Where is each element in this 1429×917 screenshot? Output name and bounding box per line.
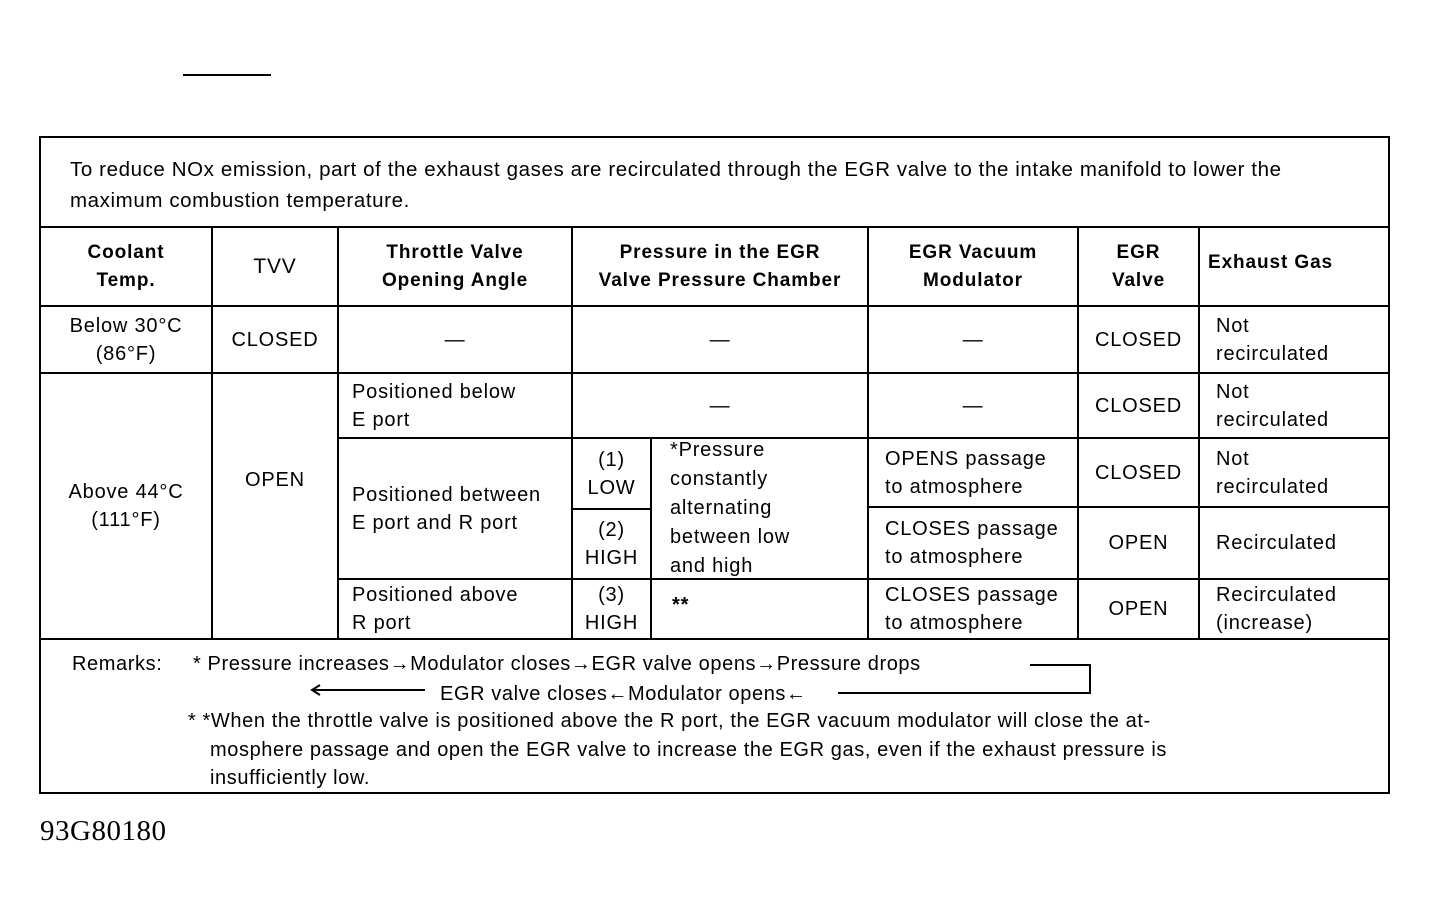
grid-line — [650, 437, 652, 640]
cell-pressure-dash: — — [709, 394, 731, 417]
cell-pressure-dash: — — [709, 328, 731, 351]
cell-pressure-high: (2) HIGH — [584, 519, 639, 569]
cell-throttle-between: Positioned between E port and R port — [352, 483, 541, 534]
header-vacuum-modulator: EGR Vacuum Modulator — [908, 241, 1038, 291]
cell-exhaust-not-recirculated: Not recirculated — [1216, 447, 1329, 498]
cell-modulator-closes: CLOSES passage to atmosphere — [885, 518, 1059, 568]
cell-throttle-dash: — — [444, 328, 466, 351]
grid-line — [1198, 226, 1200, 640]
intro-text: To reduce NOx emission, part of the exhaust gases are recirculated through the EGR valve to the intake manifold to lower the maximum combustion temperature. — [70, 158, 1282, 212]
cell-exhaust-recirculated-increase: Recirculated (increase) — [1216, 584, 1337, 634]
top-rule — [183, 74, 271, 76]
grid-line — [39, 638, 1390, 640]
cell-throttle-below-e: Positioned below E port — [352, 380, 517, 431]
cell-egr-closed: CLOSED — [1094, 461, 1183, 484]
cell-pressure-note: *Pressure constantly alternating between low and high — [670, 439, 790, 577]
cell-coolant-above: Above 44°C (111°F) — [68, 481, 184, 531]
remarks-note-2-line-2: mosphere passage and open the EGR valve to increase the EGR gas, even if the exhaust pressure is — [210, 739, 1168, 761]
header-throttle-angle: Throttle Valve Opening Angle — [381, 241, 529, 291]
cell-modulator-opens: OPENS passage to atmosphere — [885, 447, 1047, 498]
cell-exhaust-not-recirculated: Not recirculated — [1216, 314, 1329, 365]
cell-modulator-closes: CLOSES passage to atmosphere — [885, 584, 1059, 634]
header-coolant-temp: Coolant Temp. — [87, 241, 165, 291]
cell-exhaust-not-recirculated: Not recirculated — [1216, 380, 1329, 431]
cell-modulator-dash: — — [962, 328, 984, 351]
header-egr-valve: EGR Valve — [1111, 241, 1166, 291]
header-pressure-chamber: Pressure in the EGR Valve Pressure Chamber — [598, 241, 842, 291]
cell-pressure-high: (3) HIGH — [584, 584, 639, 634]
remarks-note-2-line-3: insufficiently low. — [210, 767, 370, 789]
cell-egr-open: OPEN — [1108, 598, 1169, 620]
figure-code: 93G80180 — [40, 815, 167, 847]
cell-egr-open: OPEN — [1108, 532, 1169, 554]
remarks-note-2-line-1: * *When the throttle valve is positioned above the R port, the EGR vacuum modulator will close the at- — [188, 710, 1151, 732]
header-exhaust-gas: Exhaust Gas — [1208, 252, 1334, 273]
cell-coolant-below: Below 30°C (86°F) — [69, 314, 183, 365]
remarks-label: Remarks: — [72, 653, 163, 675]
cell-double-asterisk: ** — [672, 594, 690, 616]
remarks-line-2: EGR valve closes←Modulator opens← — [440, 683, 807, 705]
cell-tvv-open: OPEN — [245, 469, 305, 491]
header-tvv: TVV — [253, 254, 297, 278]
remarks-line-1: * Pressure increases→Modulator closes→EGR valve opens→Pressure drops — [193, 653, 921, 675]
cell-throttle-above-r: Positioned above R port — [352, 584, 519, 634]
cell-egr-closed: CLOSED — [1094, 328, 1183, 351]
cell-exhaust-recirculated: Recirculated — [1216, 532, 1337, 554]
cell-egr-closed: CLOSED — [1094, 394, 1183, 417]
cell-pressure-low: (1) LOW — [587, 448, 636, 499]
cell-modulator-dash: — — [962, 394, 984, 417]
cell-tvv-closed: CLOSED — [231, 328, 319, 351]
